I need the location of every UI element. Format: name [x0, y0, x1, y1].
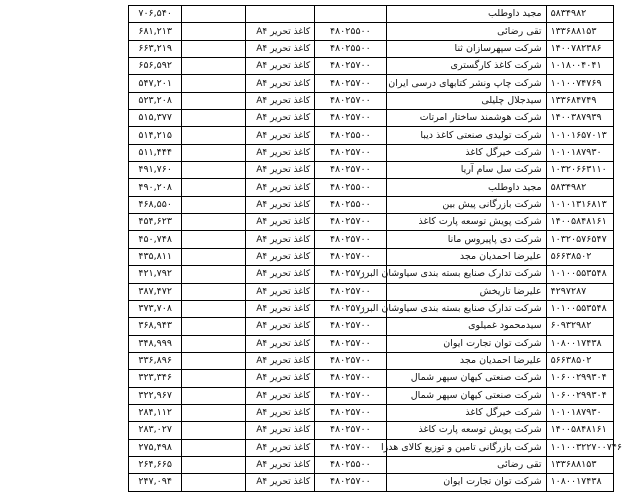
table-row [129, 92, 614, 109]
empty-cell [182, 266, 245, 283]
national-id-cell: ۱۰۱۸۰۰۴۰۴۱ [546, 58, 613, 75]
empty-cell [182, 127, 245, 144]
amount-cell: ۵۲۳,۲۰۸ [129, 92, 182, 109]
amount-cell: ۴۳۵,۸۱۱ [129, 248, 182, 265]
tariff-code-cell: ۴۸۰۲۵۷۰۰ [315, 162, 386, 179]
tariff-code-cell: ۴۸۰۲۵۷۰۰ [315, 300, 386, 317]
table-row [129, 23, 614, 40]
national-id-cell: ۱۰۱۰۱۸۷۹۳۰ [546, 404, 613, 421]
table-row [129, 370, 614, 387]
national-id-cell: ۱۳۳۶۸۴۷۴۹ [546, 92, 613, 109]
product-cell: کاغذ تحریر A۴ [245, 335, 314, 352]
tariff-code-cell: ۴۸۰۲۵۵۰۰ [315, 179, 386, 196]
national-id-cell: ۱۰۱۰۰۵۵۳۵۴۸ [546, 300, 613, 317]
empty-cell [182, 23, 245, 40]
table-row [129, 439, 614, 456]
amount-cell: ۳۴۸,۹۹۹ [129, 335, 182, 352]
amount-cell: ۳۲۳,۳۴۶ [129, 370, 182, 387]
table-row [129, 6, 614, 23]
table-row [129, 196, 614, 213]
product-cell: کاغذ تحریر A۴ [245, 75, 314, 92]
name-cell: تقی رضائی [386, 23, 546, 40]
name-cell: مجید داوطلب [386, 179, 546, 196]
national-id-cell: ۱۰۱۰۰۷۴۷۶۹ [546, 75, 613, 92]
empty-cell [182, 404, 245, 421]
amount-cell: ۶۵۶,۵۹۲ [129, 58, 182, 75]
tariff-code-cell [315, 6, 386, 23]
product-cell [245, 6, 314, 23]
tariff-code-cell: ۴۸۰۲۵۵۰۰ [315, 40, 386, 57]
name-cell: شرکت چاپ ونشر کتابهای درسی ایران [386, 75, 546, 92]
empty-cell [182, 92, 245, 109]
national-id-cell: ۱۰۸۰۰۱۷۴۳۸ [546, 474, 613, 491]
amount-cell: ۶۶۳,۲۱۹ [129, 40, 182, 57]
product-cell: کاغذ تحریر A۴ [245, 110, 314, 127]
empty-cell [182, 283, 245, 300]
amount-cell: ۲۴۷,۰۹۴ [129, 474, 182, 491]
table-row [129, 474, 614, 491]
amount-cell: ۳۳۶,۸۹۶ [129, 352, 182, 369]
product-cell: کاغذ تحریر A۴ [245, 439, 314, 456]
empty-cell [182, 58, 245, 75]
data-table [128, 5, 622, 492]
table-row [129, 162, 614, 179]
national-id-cell: ۵۸۳۴۹۸۲ [546, 6, 613, 23]
amount-cell: ۲۶۴,۶۶۵ [129, 456, 182, 473]
name-cell: سیدجلال چلیلی [386, 92, 546, 109]
national-id-cell: ۴۲۹۷۲۸۷ [546, 283, 613, 300]
amount-cell: ۴۲۱,۷۹۲ [129, 266, 182, 283]
empty-cell [182, 474, 245, 491]
table-row [129, 456, 614, 473]
table-body [129, 6, 622, 492]
national-id-cell: ۱۰۶۰۰۲۹۹۳۰۴ [546, 370, 613, 387]
name-cell: شرکت توان تجارت ایوان [386, 474, 546, 491]
name-cell: شرکت سل سام آریا [386, 162, 546, 179]
tariff-code-cell: ۴۸۰۲۵۷۰۰ [315, 474, 386, 491]
product-cell: کاغذ تحریر A۴ [245, 214, 314, 231]
tariff-code-cell: ۴۸۰۲۵۷۰۰ [315, 58, 386, 75]
name-cell: شرکت تدارک صنایع بسته بندی سیاوشان البرز [386, 266, 546, 283]
tariff-code-cell: ۴۸۰۲۵۷۰۰ [315, 318, 386, 335]
tariff-code-cell: ۴۸۰۲۵۷۰۰ [315, 439, 386, 456]
tariff-code-cell: ۴۸۰۲۵۷۰۰ [315, 404, 386, 421]
name-cell: شرکت بازرگانی تامین و توزیع کالای هدزا [386, 439, 546, 456]
product-cell: کاغذ تحریر A۴ [245, 387, 314, 404]
amount-cell: ۲۸۴,۱۱۲ [129, 404, 182, 421]
empty-cell [182, 248, 245, 265]
empty-cell [182, 75, 245, 92]
table-row [129, 300, 614, 317]
table-row [129, 179, 614, 196]
name-cell: علیرضا احمدیان مجد [386, 352, 546, 369]
name-cell: شرکت سپهرسازان ثنا [386, 40, 546, 57]
amount-cell: ۴۹۱,۷۶۰ [129, 162, 182, 179]
tariff-code-cell: ۴۸۰۲۵۷۰۰ [315, 370, 386, 387]
empty-cell [182, 335, 245, 352]
national-id-cell: ۱۰۶۰۰۲۹۹۳۰۴ [546, 387, 613, 404]
tariff-code-cell: ۴۸۰۲۵۷۰۰ [315, 231, 386, 248]
empty-cell [182, 214, 245, 231]
tariff-code-cell: ۴۸۰۲۵۵۰۰ [315, 127, 386, 144]
name-cell: علیرضا تاریخش [386, 283, 546, 300]
product-cell: کاغذ تحریر A۴ [245, 144, 314, 161]
empty-cell [182, 179, 245, 196]
tariff-code-cell: ۴۸۰۲۵۷۰۰ [315, 283, 386, 300]
table-row [129, 110, 614, 127]
table-row [129, 422, 614, 439]
national-id-cell: ۱۴۰۰۵۸۴۸۱۶۱ [546, 422, 613, 439]
national-id-cell: ۱۴۰۰۵۸۴۸۱۶۱ [546, 214, 613, 231]
product-cell: کاغذ تحریر A۴ [245, 23, 314, 40]
empty-cell [182, 6, 245, 23]
name-cell: شرکت پویش توسعه پارت کاغذ [386, 214, 546, 231]
national-id-cell: ۱۰۱۰۰۵۵۳۵۴۸ [546, 266, 613, 283]
amount-cell: ۳۲۲,۹۶۷ [129, 387, 182, 404]
product-cell: کاغذ تحریر A۴ [245, 196, 314, 213]
empty-cell [182, 162, 245, 179]
name-cell: شرکت توان تجارت ایوان [386, 335, 546, 352]
empty-cell [182, 456, 245, 473]
product-cell: کاغذ تحریر A۴ [245, 422, 314, 439]
tariff-code-cell: ۴۸۰۲۵۷۰۰ [315, 92, 386, 109]
tariff-code-cell: ۴۸۰۲۵۵۰۰ [315, 456, 386, 473]
name-cell: شرکت دی پاپیروس مانا [386, 231, 546, 248]
amount-cell: ۷۰۶,۵۴۰ [129, 6, 182, 23]
amount-cell: ۵۴۷,۲۰۱ [129, 75, 182, 92]
amount-cell: ۳۸۷,۴۷۲ [129, 283, 182, 300]
empty-cell [182, 110, 245, 127]
empty-cell [182, 300, 245, 317]
product-cell: کاغذ تحریر A۴ [245, 370, 314, 387]
name-cell: شرکت صنعتی کیهان سپهر شمال [386, 387, 546, 404]
tariff-code-cell: ۴۸۰۲۵۷۰۰ [315, 214, 386, 231]
empty-cell [182, 352, 245, 369]
table-row [129, 214, 614, 231]
name-cell: شرکت صنعتی کیهان سپهر شمال [386, 370, 546, 387]
name-cell: شرکت پویش توسعه پارت کاغذ [386, 422, 546, 439]
name-cell: مجید داوطلب [386, 6, 546, 23]
table-row [129, 318, 614, 335]
name-cell: سیدمحمود غمیلوی [386, 318, 546, 335]
empty-cell [182, 370, 245, 387]
empty-cell [182, 439, 245, 456]
national-id-cell: ۱۰۳۲۰۶۶۳۱۱۰ [546, 162, 613, 179]
national-id-cell: ۱۰۱۰۱۶۵۷۰۱۳ [546, 127, 613, 144]
national-id-cell: ۱۰۱۰۰۳۲۲۷۰۰۷۴۶ [546, 439, 613, 456]
tariff-code-cell: ۴۸۰۲۵۵۰۰ [315, 196, 386, 213]
empty-cell [182, 318, 245, 335]
table-row [129, 231, 614, 248]
national-id-cell: ۱۰۸۰۰۱۷۴۳۸ [546, 335, 613, 352]
national-id-cell: ۱۰۱۰۱۸۷۹۳۰ [546, 144, 613, 161]
product-cell: کاغذ تحریر A۴ [245, 179, 314, 196]
product-cell: کاغذ تحریر A۴ [245, 283, 314, 300]
table-row [129, 144, 614, 161]
tariff-code-cell: ۴۸۰۲۵۷۰۰ [315, 110, 386, 127]
amount-cell: ۲۷۵,۴۹۸ [129, 439, 182, 456]
product-cell: کاغذ تحریر A۴ [245, 404, 314, 421]
amount-cell: ۵۱۴,۲۱۵ [129, 127, 182, 144]
name-cell: شرکت تدارک صنایع بسته بندی سیاوشان البرز [386, 300, 546, 317]
product-cell: کاغذ تحریر A۴ [245, 300, 314, 317]
table-row [129, 266, 614, 283]
empty-cell [182, 422, 245, 439]
empty-cell [182, 387, 245, 404]
amount-cell: ۴۹۰,۲۰۸ [129, 179, 182, 196]
amount-cell: ۳۶۸,۹۴۳ [129, 318, 182, 335]
product-cell: کاغذ تحریر A۴ [245, 456, 314, 473]
table-row [129, 283, 614, 300]
table-row [129, 75, 614, 92]
tariff-code-cell: ۴۸۰۲۵۷۰۰ [315, 266, 386, 283]
amount-cell: ۶۸۱,۲۱۳ [129, 23, 182, 40]
name-cell: شرکت کاغذ کارگستری [386, 58, 546, 75]
name-cell: شرکت تولیدی صنعتی کاغذ دیبا [386, 127, 546, 144]
table-row [129, 248, 614, 265]
empty-cell [182, 40, 245, 57]
national-id-cell: ۱۴۰۰۷۸۲۳۸۶ [546, 40, 613, 57]
tariff-code-cell: ۴۸۰۲۵۷۰۰ [315, 335, 386, 352]
name-cell: تقی رضائی [386, 456, 546, 473]
national-id-cell: ۵۶۶۳۸۵۰۲ [546, 352, 613, 369]
table-row [129, 58, 614, 75]
table-row [129, 404, 614, 421]
amount-cell: ۲۸۳,۰۲۷ [129, 422, 182, 439]
product-cell: کاغذ تحریر A۴ [245, 162, 314, 179]
empty-cell [182, 144, 245, 161]
product-cell: کاغذ تحریر A۴ [245, 40, 314, 57]
tariff-code-cell: ۴۸۰۲۵۷۰۰ [315, 75, 386, 92]
product-cell: کاغذ تحریر A۴ [245, 248, 314, 265]
tariff-code-cell: ۴۸۰۲۵۵۰۰ [315, 23, 386, 40]
product-cell: کاغذ تحریر A۴ [245, 352, 314, 369]
amount-cell: ۵۱۵,۳۷۷ [129, 110, 182, 127]
empty-cell [182, 231, 245, 248]
amount-cell: ۴۶۸,۵۵۰ [129, 196, 182, 213]
amount-cell: ۴۵۰,۷۴۸ [129, 231, 182, 248]
national-id-cell: ۱۳۳۶۸۸۱۵۳ [546, 23, 613, 40]
tariff-code-cell: ۴۸۰۲۵۷۰۰ [315, 422, 386, 439]
table-row [129, 387, 614, 404]
table-row [129, 352, 614, 369]
name-cell: شرکت خیرگل کاغذ [386, 144, 546, 161]
national-id-cell: ۱۰۱۰۱۳۱۶۸۱۳ [546, 196, 613, 213]
product-cell: کاغذ تحریر A۴ [245, 127, 314, 144]
national-id-cell: ۱۰۳۲۰۵۷۶۵۴۷ [546, 231, 613, 248]
product-cell: کاغذ تحریر A۴ [245, 92, 314, 109]
product-cell: کاغذ تحریر A۴ [245, 266, 314, 283]
tariff-code-cell: ۴۸۰۲۵۷۰۰ [315, 248, 386, 265]
name-cell: شرکت بازرگانی پیش بین [386, 196, 546, 213]
national-id-cell: ۵۶۶۳۸۵۰۲ [546, 248, 613, 265]
table-row [129, 40, 614, 57]
tariff-code-cell: ۴۸۰۲۵۷۰۰ [315, 387, 386, 404]
name-cell: شرکت خیرگل کاغذ [386, 404, 546, 421]
name-cell: علیرضا احمدیان مجد [386, 248, 546, 265]
table-row [129, 335, 614, 352]
product-cell: کاغذ تحریر A۴ [245, 231, 314, 248]
product-cell: کاغذ تحریر A۴ [245, 318, 314, 335]
name-cell: شرکت هوشمند ساختار امرتات [386, 110, 546, 127]
product-cell: کاغذ تحریر A۴ [245, 474, 314, 491]
national-id-cell: ۱۴۰۰۳۸۷۹۳۹ [546, 110, 613, 127]
national-id-cell: ۱۳۳۶۸۸۱۵۳ [546, 456, 613, 473]
empty-cell [182, 196, 245, 213]
tariff-code-cell: ۴۸۰۲۵۷۰۰ [315, 144, 386, 161]
amount-cell: ۳۷۳,۷۰۸ [129, 300, 182, 317]
amount-cell: ۴۵۴,۶۲۳ [129, 214, 182, 231]
national-id-cell: ۶۰۹۳۲۹۸۲ [546, 318, 613, 335]
table-row [129, 127, 614, 144]
product-cell: کاغذ تحریر A۴ [245, 58, 314, 75]
national-id-cell: ۵۸۳۴۹۸۲ [546, 179, 613, 196]
amount-cell: ۵۱۱,۴۴۴ [129, 144, 182, 161]
tariff-code-cell: ۴۸۰۲۵۷۰۰ [315, 352, 386, 369]
